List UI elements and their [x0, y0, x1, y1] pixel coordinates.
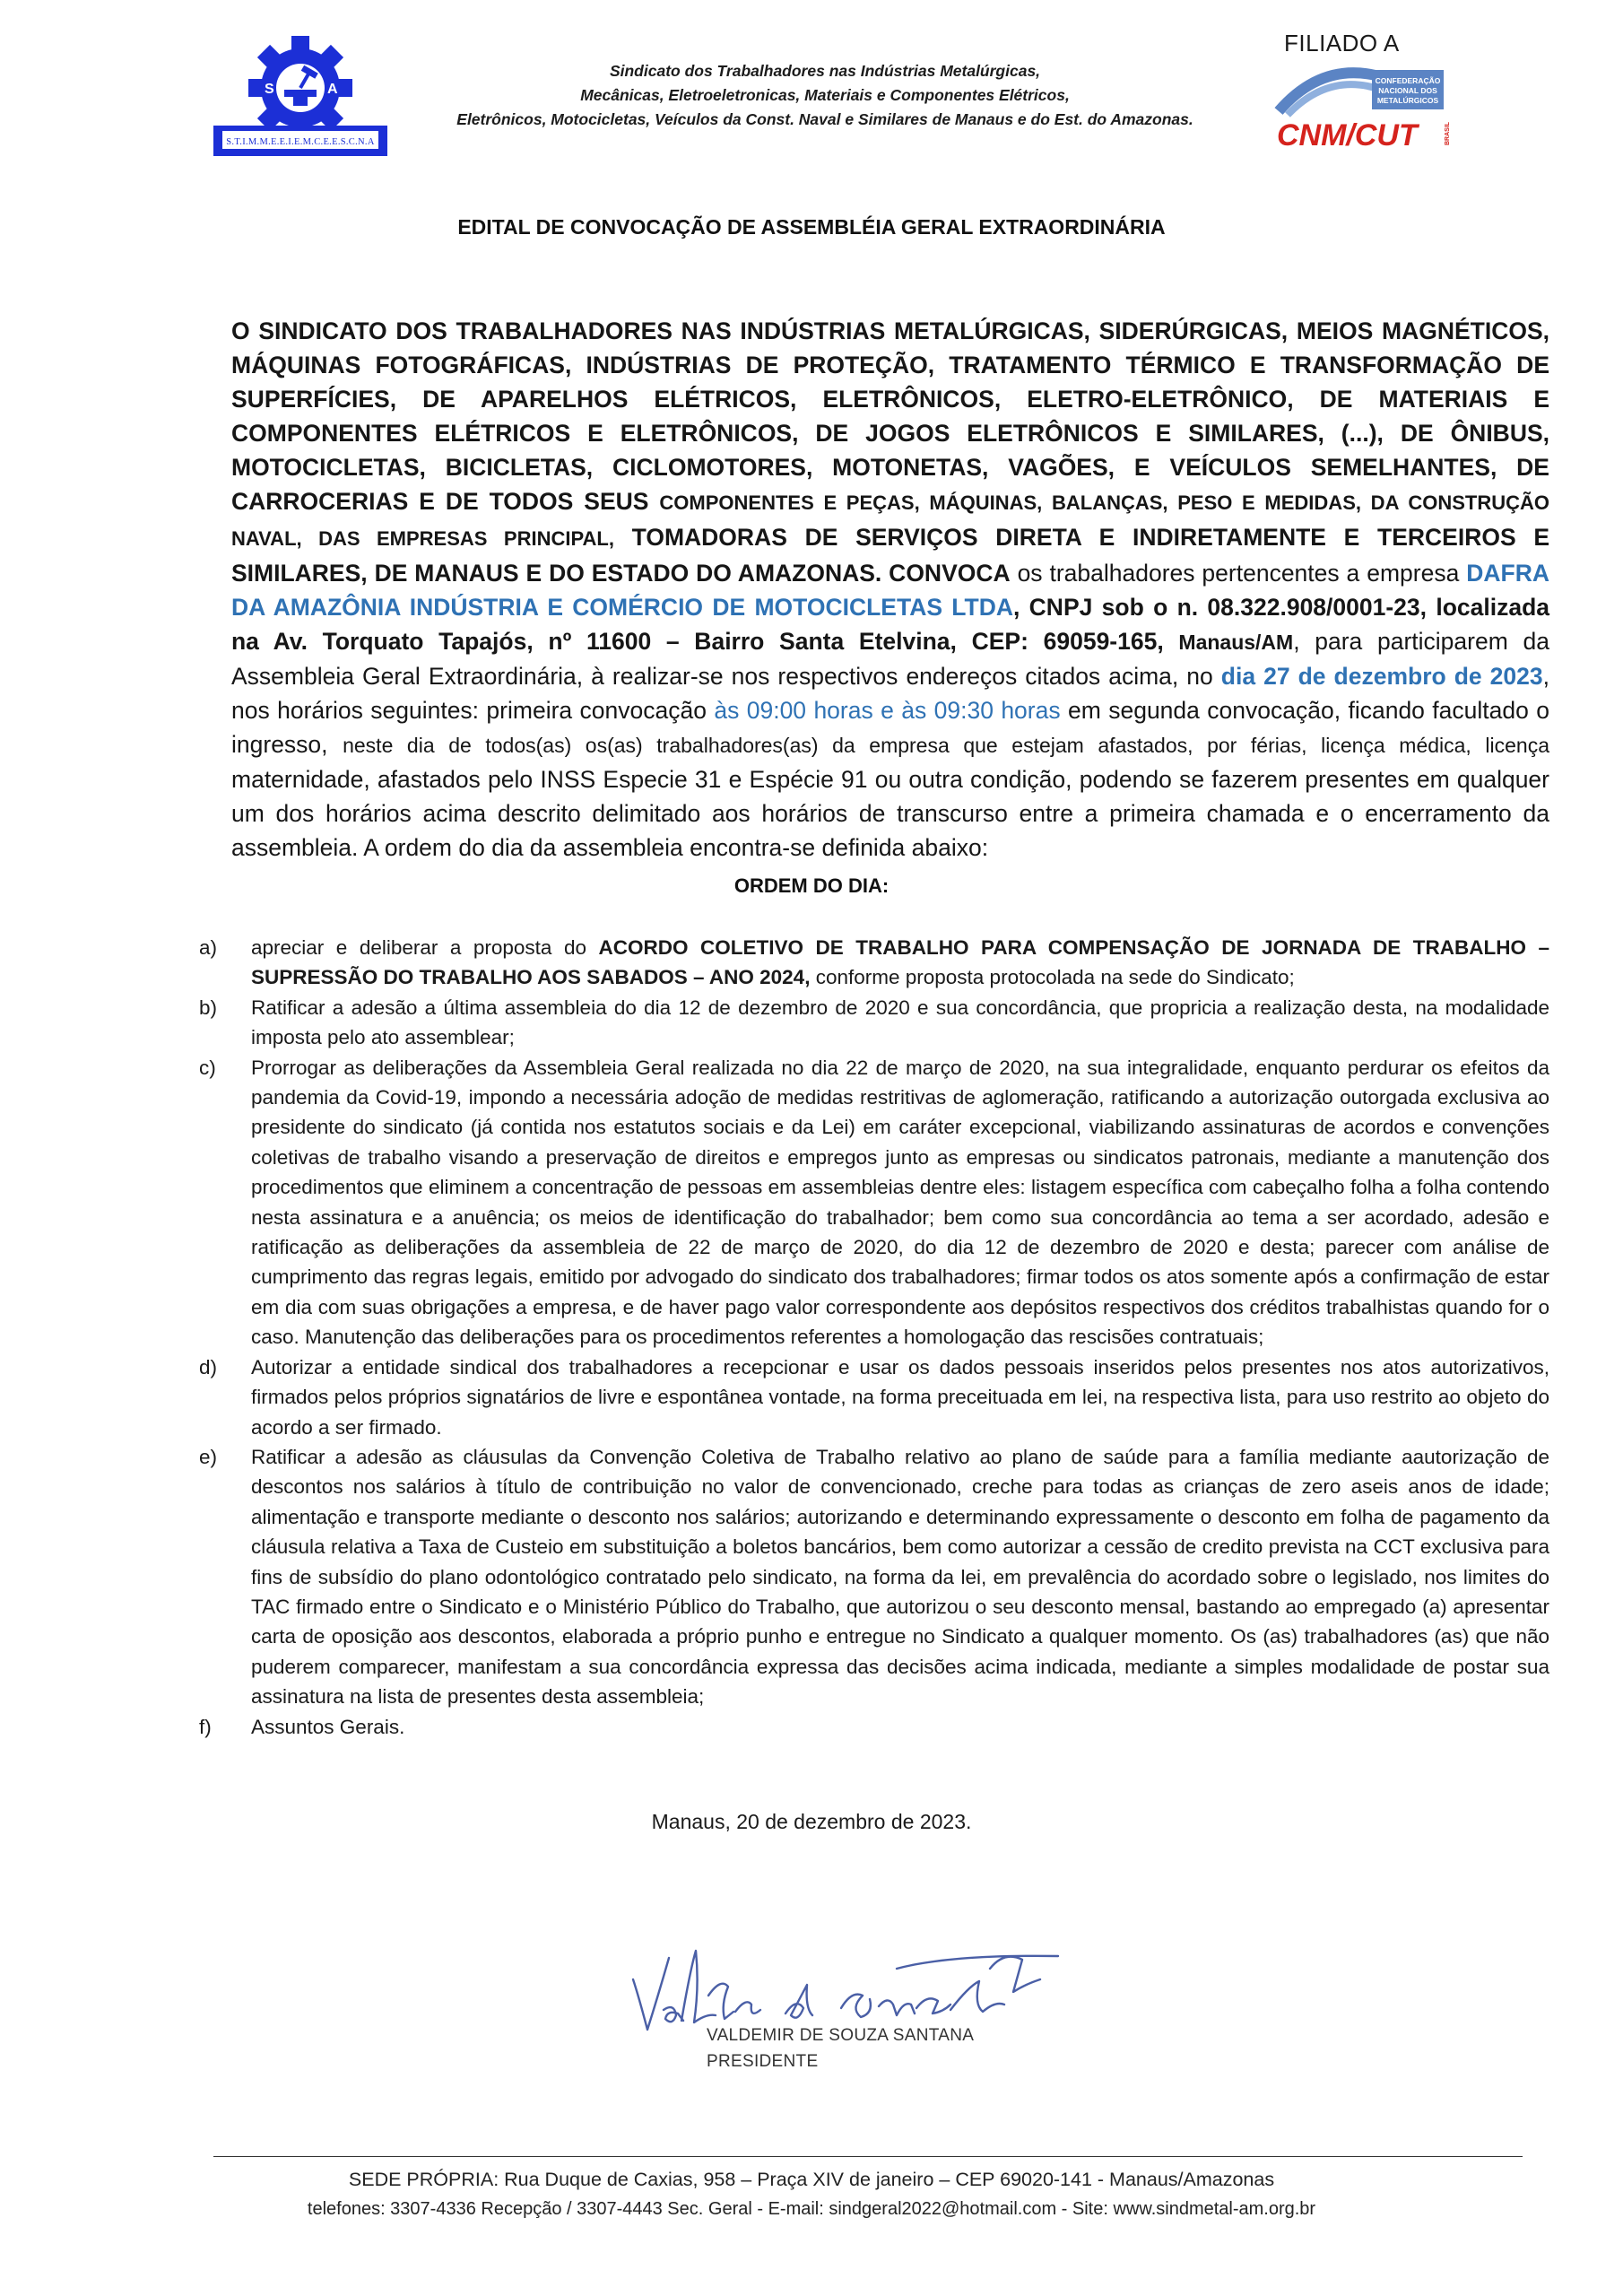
- agenda-item-letter: b): [199, 996, 218, 1019]
- agenda-item-text: Autorizar a entidade sindical dos trabalhadores a recepcionar e usar os dados pessoais inseridos pelos presentes nos atos autorizativos, firmados pelos próprios signatários de livre e espontânea vontade, na forma preceituada em lei, na respectiva lista, para uso restrito ao objeto do acordo a ser firmado.: [251, 1355, 1549, 1439]
- agenda-item-text: Assuntos Gerais.: [251, 1715, 405, 1738]
- agenda-item-text: Prorrogar as deliberações da Assembleia Geral realizada no dia 22 de março de 2020, na sua integralidade, enquanto perdurar os efeitos da pandemia da Covid-19, impondo a necessária adoção de medidas restritivas de aglomeração, ratificando a autorização outorgada exclusiva ao presidente do sindicato (já contida nos estatutos sociais e da Lei) em caráter excepcional, viabilizando assinaturas de acordos e convenções coletivas de trabalho visando a preservação de direitos e empregos junto as empresas ou sindicatos patronais, mediante a manutenção dos procedimentos que eliminem a concentração de pessoas em assembleias dentre eles: listagem específica com cabeçalho folha a folha contendo nesta assinatura e a anuência; os meios de identificação do trabalhador; bem como sua concordância ao tema a ser acordado, adesão e ratificação as deliberações da assembleia de 22 de março de 2020, do dia 12 de dezembro de 2020 e desta; parecer com análise de cumprimento das regras legais, emitido por advogado do sindicato dos trabalhadores; firmar todos os atos somente após a confirmação de estar em dia com suas obrigações a empresa, e de haver pago valor correspondente aos depósitos respectivos dos créditos trabalhistas quando for o caso. Manutenção das deliberações para os procedimentos referentes a homologação das rescisões contratuais;: [251, 1056, 1549, 1349]
- signatory-name: VALDEMIR DE SOUZA SANTANA: [707, 2026, 975, 2045]
- cnm-cut-logo: [1271, 59, 1460, 154]
- union-header-text: [421, 59, 1228, 132]
- body-company-city: Manaus/AM: [1178, 631, 1294, 654]
- svg-text:A: A: [327, 82, 338, 97]
- agenda-item-text: [251, 933, 1549, 993]
- cnm-cut-side-text: BRASIL: [1445, 121, 1451, 145]
- agenda-item-e: [199, 1442, 1549, 1712]
- signature-handwriting: Valdemir de Souza Santana: [628, 1933, 639, 1934]
- body-company-name: DAFRA DA AMAZÔNIA INDÚSTRIA E COMÉRCIO DE MOTOCICLETAS LTDA: [231, 560, 1549, 621]
- footer-address: SEDE PRÓPRIA: Rua Duque de Caxias, 958 – Praça XIV de janeiro – CEP 69020-141 - Manaus/Amazonas: [348, 2169, 1275, 2190]
- body-closing-text: maternidade, afastados pelo INSS Especie 31 e Espécie 91 ou outra condição, podendo se fazerem presentes em qualquer um dos horários acima descrito delimitado aos horários de transcurso entre a primeira chamada e o encerramento da assembleia. A ordem do dia da assembleia encontra-se definida abaixo:: [231, 766, 1549, 861]
- svg-text:METALÚRGICOS: METALÚRGICOS: [1376, 96, 1439, 105]
- svg-text:NACIONAL DOS: NACIONAL DOS: [1378, 86, 1437, 95]
- agenda-item-text: Ratificar a adesão a última assembleia do dia 12 de dezembro de 2020 e sua concordância, que propricia a realização desta, na modalidade imposta pelo ato assemblear;: [251, 996, 1549, 1049]
- body-assembly-date: dia 27 de dezembro de 2023: [1220, 663, 1543, 690]
- body-assembly-text: , para participarem da Assembleia Geral Extraordinária, à realizar-se nos respectivos endereços citados acima, no: [231, 628, 1549, 690]
- agenda-item-f: [199, 1712, 1549, 1742]
- body-union-name: O SINDICATO DOS TRABALHADORES NAS INDÚSTRIAS METALÚRGICAS, SIDERÚRGICAS, MEIOS MAGNÉTICOS, MÁQUINAS FOTOGRÁFICAS, INDÚSTRIAS DE PROTEÇÃO, TRATAMENTO TÉRMICO E TRANSFORMAÇÃO DE SUPERFÍCIES, DE APARELHOS ELÉTRICOS, ELETRÔNICOS, ELETRO-ELETRÔNICO, DE MATERIAIS E COMPONENTES ELÉTRICOS E ELETRÔNICOS, DE JOGOS ELETRÔNICOS E SIMILARES, (...), DE ÔNIBUS, MOTOCICLETAS, BICICLETAS, CICLOMOTORES, MOTONETAS, VAGÕES, E VEÍCULOS SEMELHANTES, DE CARROCERIAS E DE TODOS SEUS: [231, 317, 1549, 515]
- cnm-cut-text: CNM/CUT: [1277, 118, 1418, 152]
- agenda-title: ORDEM DO DIA:: [733, 874, 890, 897]
- body-second-call-text: em segunda convocação, ficando facultado o ingresso,: [231, 697, 1549, 758]
- svg-text:S: S: [265, 82, 274, 97]
- svg-text:CONFEDERAÇÃO: CONFEDERAÇÃO: [1375, 76, 1441, 85]
- signatory-role: PRESIDENTE: [707, 2052, 819, 2071]
- signature-image: [628, 1933, 1076, 2067]
- union-header-line-2: Mecânicas, Eletroeletronicas, Materiais e Componentes Elétricos,: [580, 86, 1070, 104]
- body-assembly-times: às 09:00 horas e às 09:30 horas: [714, 697, 1061, 724]
- body-company-address: , CNPJ sob o n. 08.322.908/0001-23, localizada na Av. Torquato Tapajós, nº 11600 – Bairro Santa Etelvina, CEP: 69059-165,: [231, 594, 1549, 655]
- agenda-item-a-title: ACORDO COLETIVO DE TRABALHO PARA COMPENSAÇÃO DE JORNADA DE TRABALHO – SUPRESSÃO DO TRABALHO AOS SABADOS – ANO 2024,: [251, 936, 1549, 989]
- agenda-item-text: Ratificar a adesão as cláusulas da Convenção Coletiva de Trabalho relativo ao plano de saúde para a família mediante aautorização de descontos nos salários à título de contribuição no valor de convencionado, creche para todas as crianças de zero aseis anos de idade; alimentação e transporte mediante o desconto nos salários; autorizando e determinando expressamente o desconto em folha de pagamento da cláusula relativa a Taxa de Custeio em substituição a boletos bancários, bem como autorizar a cessão de credito prevista na CCT exclusiva para fins de subsídio do plano odontológico contratado pelo sindicato, na forma da lei, em prevalência do acordado sobre o legislado, nos limites do TAC firmado entre o Sindicato e o Ministério Público do Trabalho, que autorizou o seu desconto mensal, bastando ao empregado (a) apresentar carta de oposição aos descontos, elaborada a próprio punho e entregue no Sindicato a qualquer momento. Os (as) trabalhadores (as) que não puderem comparecer, manifestam a sua concordância expressa das decisões acima indicada, mediante a simples modalidade de postar sua assinatura na lista de presentes desta assembleia;: [251, 1445, 1549, 1709]
- footer-divider: [213, 2156, 1523, 2157]
- agenda-item-c: [199, 1053, 1549, 1352]
- agenda-item-a: [199, 933, 1549, 993]
- agenda-item-letter: e): [199, 1445, 218, 1468]
- union-header-line-3: Eletrônicos, Motocicletas, Veículos da Const. Naval e Similares de Manaus e do Est. do Amazonas.: [456, 110, 1193, 128]
- body-union-name-small: COMPONENTES E PEÇAS, MÁQUINAS, BALANÇAS, PESO E MEDIDAS, DA CONSTRUÇÃO NAVAL, DAS EMPRESAS PRINCIPAL,: [231, 491, 1549, 550]
- body-workers-text: os trabalhadores pertencentes a empresa: [1017, 560, 1460, 587]
- place-date: Manaus, 20 de dezembro de 2023.: [651, 1810, 972, 1833]
- body-schedule-text: , nos horários seguintes: primeira convocação: [231, 663, 1549, 724]
- body-union-name-end: TOMADORAS DE SERVIÇOS DIRETA E INDIRETAMENTE E TERCEIROS E SIMILARES, DE MANAUS E DO ESTADO DO AMAZONAS. CONVOCA: [231, 524, 1549, 587]
- agenda-item-letter: d): [199, 1355, 218, 1378]
- agenda-item-b: [199, 993, 1549, 1053]
- agenda-list: [199, 933, 1549, 1742]
- document-title: EDITAL DE CONVOCAÇÃO DE ASSEMBLÉIA GERAL EXTRAORDINÁRIA: [457, 215, 1166, 239]
- union-header-line-1: Sindicato dos Trabalhadores nas Indústrias Metalúrgicas,: [609, 62, 1041, 80]
- filiado-label: FILIADO A: [1284, 30, 1400, 57]
- agenda-item-d: [199, 1352, 1549, 1442]
- body-leave-text: neste dia de todos(as) os(as) trabalhadores(as) da empresa que estejam afastados, por férias, licença médica, licença: [343, 734, 1549, 757]
- logo-banner-text: S.T.I.M.M.E.E.I.E.M.C.E.E.S.C.N.A: [226, 137, 375, 147]
- union-logo: [206, 36, 395, 161]
- footer-contacts: telefones: 3307-4336 Recepção / 3307-4443 Sec. Geral - E-mail: sindgeral2022@hotmail.com - Site: www.sindmetal-am.org.br: [307, 2199, 1316, 2219]
- agenda-item-letter: f): [199, 1715, 212, 1738]
- agenda-item-a-outro: conforme proposta protocolada na sede do Sindicato;: [810, 966, 1295, 989]
- agenda-item-letter: c): [199, 1056, 216, 1079]
- convocation-body: [231, 314, 1549, 865]
- agenda-item-a-intro: apreciar e deliberar a proposta do: [251, 936, 599, 959]
- agenda-item-letter: a): [199, 936, 218, 959]
